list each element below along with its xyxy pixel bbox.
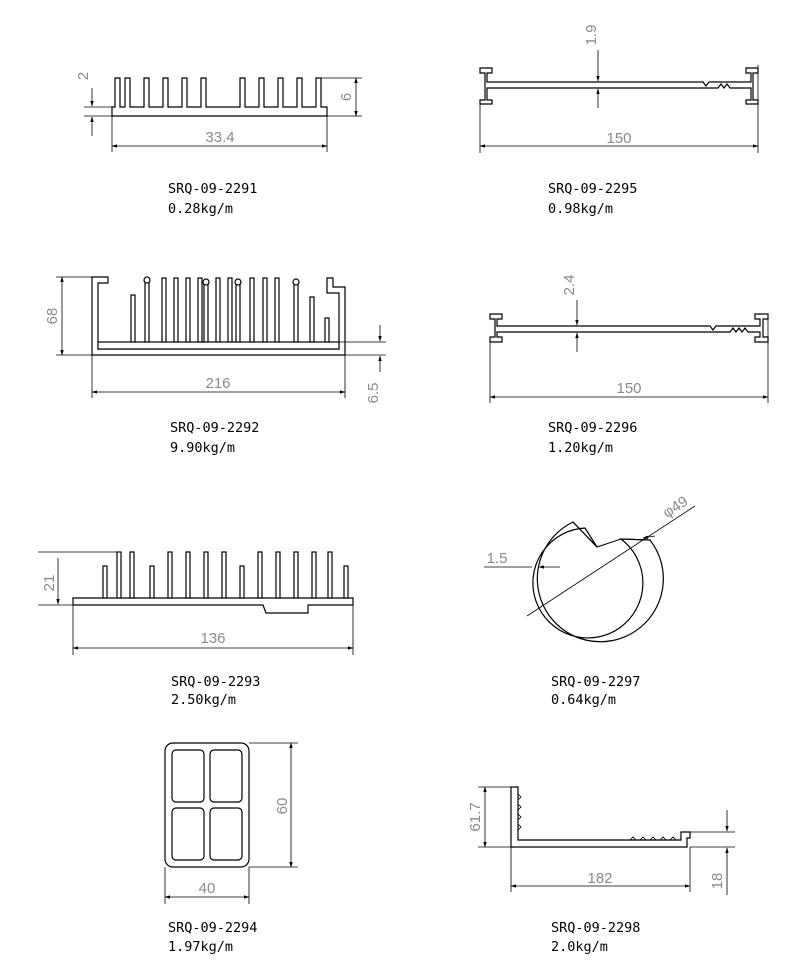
- dim-2291-base: 2: [75, 71, 92, 81]
- dim-2297-wall: 1.5: [486, 550, 508, 567]
- fins-2292: [131, 277, 329, 342]
- dim-2296-width: 150: [616, 380, 642, 397]
- code-2292: SRQ-09-2292: [170, 420, 260, 436]
- weight-2296: 1.20kg/m: [548, 440, 614, 456]
- dim-2295-thickness: 1.9: [583, 24, 600, 46]
- code-2295: SRQ-09-2295: [548, 181, 638, 197]
- dim-2292-base: 6.5: [365, 382, 382, 404]
- weight-2291: 0.28kg/m: [168, 201, 234, 217]
- profile-2298: [467, 787, 735, 955]
- weight-2294: 1.97kg/m: [168, 939, 234, 955]
- code-2291: SRQ-09-2291: [168, 181, 258, 197]
- plate-profile-2295: [480, 68, 758, 104]
- code-2293: SRQ-09-2293: [171, 674, 261, 690]
- weight-2298: 2.0kg/m: [551, 939, 608, 955]
- dim-2296-thickness: 2.4: [561, 274, 578, 296]
- weight-2293: 2.50kg/m: [171, 692, 237, 708]
- dim-2297-diameter: φ49: [659, 492, 692, 522]
- plate-profile-2296: [490, 314, 768, 342]
- dim-2293-height: 21: [41, 574, 58, 592]
- dim-2291-width: 33.4: [205, 129, 235, 146]
- channel-profile-2298: [511, 787, 690, 847]
- heatsink-profile-2291: [112, 78, 327, 116]
- code-2296: SRQ-09-2296: [548, 420, 638, 436]
- dim-2298-height: 61.7: [467, 802, 484, 832]
- heatsink-profile-2293: [73, 598, 353, 613]
- code-2294: SRQ-09-2294: [168, 920, 258, 936]
- dim-2295-width: 150: [606, 130, 632, 147]
- profile-2294: [165, 743, 298, 955]
- dim-2292-width: 216: [205, 375, 231, 392]
- dim-2298-width: 182: [587, 870, 613, 887]
- dim-2293-width: 136: [200, 630, 226, 647]
- profile-2296: [490, 275, 768, 456]
- dim-2291-height: 6: [338, 92, 355, 102]
- profile-2297: [484, 493, 695, 708]
- profile-2293: [38, 552, 353, 708]
- dim-2294-height: 60: [274, 797, 291, 815]
- dim-2294-width: 40: [198, 880, 216, 897]
- dim-2292-height: 68: [44, 307, 61, 325]
- weight-2292: 9.90kg/m: [170, 440, 236, 456]
- weight-2297: 0.64kg/m: [551, 692, 617, 708]
- profile-2295: [480, 25, 758, 217]
- weight-2295: 0.98kg/m: [548, 201, 614, 217]
- profile-2291: [75, 72, 362, 217]
- profile-2292: [44, 277, 386, 456]
- code-2298: SRQ-09-2298: [551, 920, 641, 936]
- dim-2298-lip: 18: [709, 872, 726, 890]
- fins-2293: [103, 552, 348, 598]
- code-2297: SRQ-09-2297: [551, 674, 641, 690]
